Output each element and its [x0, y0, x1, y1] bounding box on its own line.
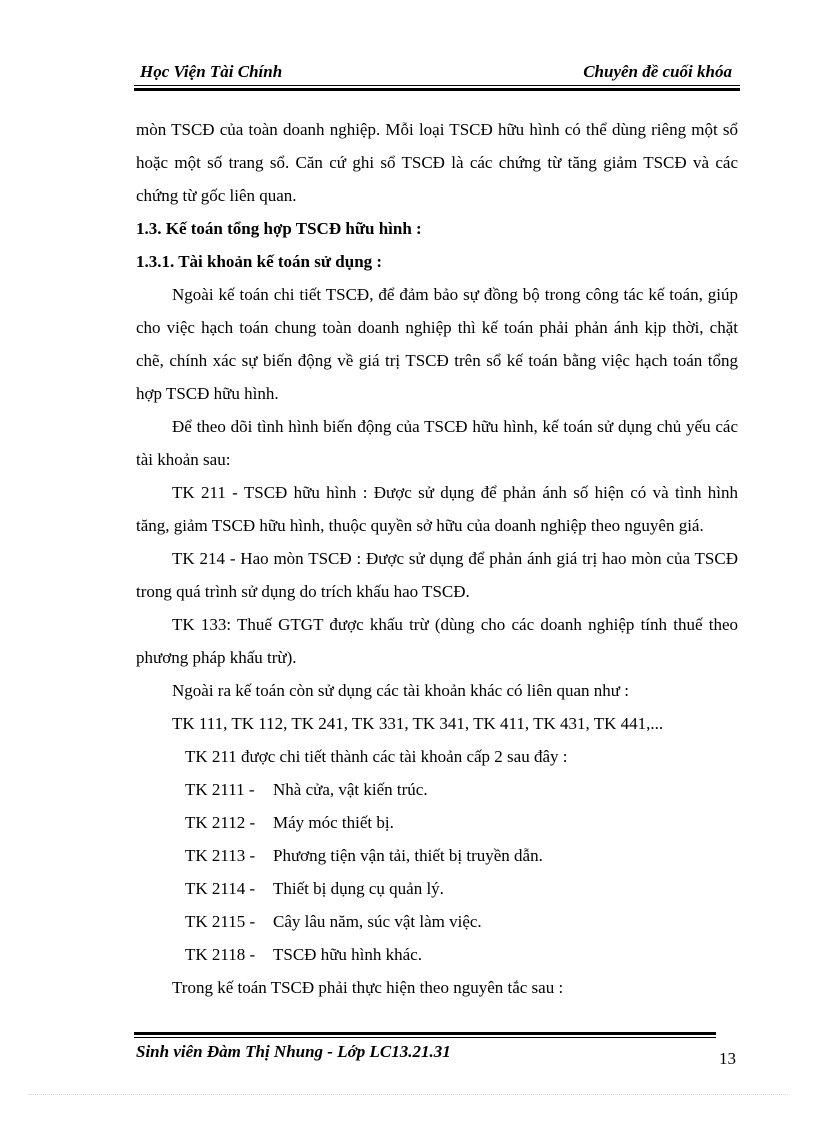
paragraph-account-list: TK 111, TK 112, TK 241, TK 331, TK 341, TK 411, TK 431, TK 441,...: [172, 714, 664, 733]
subaccount-name: Cây lâu năm, súc vật làm việc.: [273, 912, 482, 931]
paragraph-1: mòn TSCĐ của toàn doanh nghiệp. Mỗi loại TSCĐ hữu hình có thể dùng riêng một sổ hoặc một số trang sổ. Căn cứ ghi sổ TSCĐ là các chứng từ tăng giảm TSCĐ và các chứng từ gốc liên quan.: [136, 120, 738, 205]
page-number: 13: [719, 1049, 736, 1068]
page-body: [136, 113, 738, 1004]
subaccount-code: TK 2118 -: [185, 945, 256, 964]
footer-rule-thick: [134, 1032, 716, 1035]
footer-author: Sinh viên Đàm Thị Nhung - Lớp LC13.21.31: [136, 1042, 451, 1061]
heading-1-3-1: 1.3.1. Tài khoản kế toán sử dụng :: [136, 252, 383, 271]
paragraph-tk211: TK 211 - TSCĐ hữu hình : Được sử dụng để phản ánh số hiện có và tình hình tăng, giảm TSCĐ hữu hình, thuộc quyền sở hữu của doanh nghiệp theo nguyên giá.: [136, 483, 738, 535]
subaccount-code: TK 2113 -: [185, 846, 256, 865]
list-item: [185, 938, 738, 971]
paragraph-tk214: TK 214 - Hao mòn TSCĐ : Được sử dụng để phản ánh giá trị hao mòn của TSCĐ trong quá trình sử dụng do trích khấu hao TSCĐ.: [136, 549, 738, 601]
header-title: Chuyên đề cuối khóa: [583, 62, 732, 81]
list-item: [185, 806, 738, 839]
footer-rule-thin: [134, 1037, 716, 1038]
subaccount-name: Phương tiện vận tải, thiết bị truyền dẫn.: [273, 846, 543, 865]
paragraph-tk133: TK 133: Thuế GTGT được khấu trừ (dùng cho các doanh nghiệp tính thuế theo phương pháp khấu trừ).: [136, 615, 738, 667]
header-rule-thick: [134, 88, 740, 91]
subaccount-code: TK 2112 -: [185, 813, 256, 832]
subaccount-name: TSCĐ hữu hình khác.: [273, 945, 422, 964]
paragraph-other-accounts: Ngoài ra kế toán còn sử dụng các tài khoản khác có liên quan như :: [172, 681, 629, 700]
subaccount-name: Nhà cửa, vật kiến trúc.: [273, 780, 428, 799]
subaccount-name: Thiết bị dụng cụ quản lý.: [273, 879, 444, 898]
paragraph-2: Ngoài kế toán chi tiết TSCĐ, để đảm bảo sự đồng bộ trong công tác kế toán, giúp cho việc hạch toán chung toàn doanh nghiệp thì kế toán phải phản ánh kịp thời, chặt chẽ, chính xác sự biến động về giá trị TSCĐ trên sổ kế toán bằng việc hạch toán tổng hợp TSCĐ hữu hình.: [136, 285, 738, 403]
subaccount-code: TK 2114 -: [185, 879, 256, 898]
header-rule-thin: [134, 85, 740, 86]
list-item: [185, 905, 738, 938]
header-institution: Học Viện Tài Chính: [140, 62, 283, 81]
subaccount-code: TK 2115 -: [185, 912, 256, 931]
subaccount-code: TK 2111 -: [185, 780, 255, 799]
paragraph-3: Để theo dõi tình hình biến động của TSCĐ hữu hình, kế toán sử dụng chủ yếu các tài khoản sau:: [136, 417, 738, 469]
list-item: [185, 872, 738, 905]
subaccount-list: [136, 773, 738, 971]
paragraph-tk211-detail: TK 211 được chi tiết thành các tài khoản cấp 2 sau đây :: [185, 747, 568, 766]
paragraph-principles: Trong kế toán TSCĐ phải thực hiện theo nguyên tắc sau :: [172, 978, 564, 997]
list-item: [185, 839, 738, 872]
list-item: [185, 773, 738, 806]
heading-1-3: 1.3. Kế toán tổng hợp TSCĐ hữu hình :: [136, 219, 422, 238]
page-edge-dotted-line: [28, 1094, 788, 1095]
subaccount-name: Máy móc thiết bị.: [273, 813, 394, 832]
